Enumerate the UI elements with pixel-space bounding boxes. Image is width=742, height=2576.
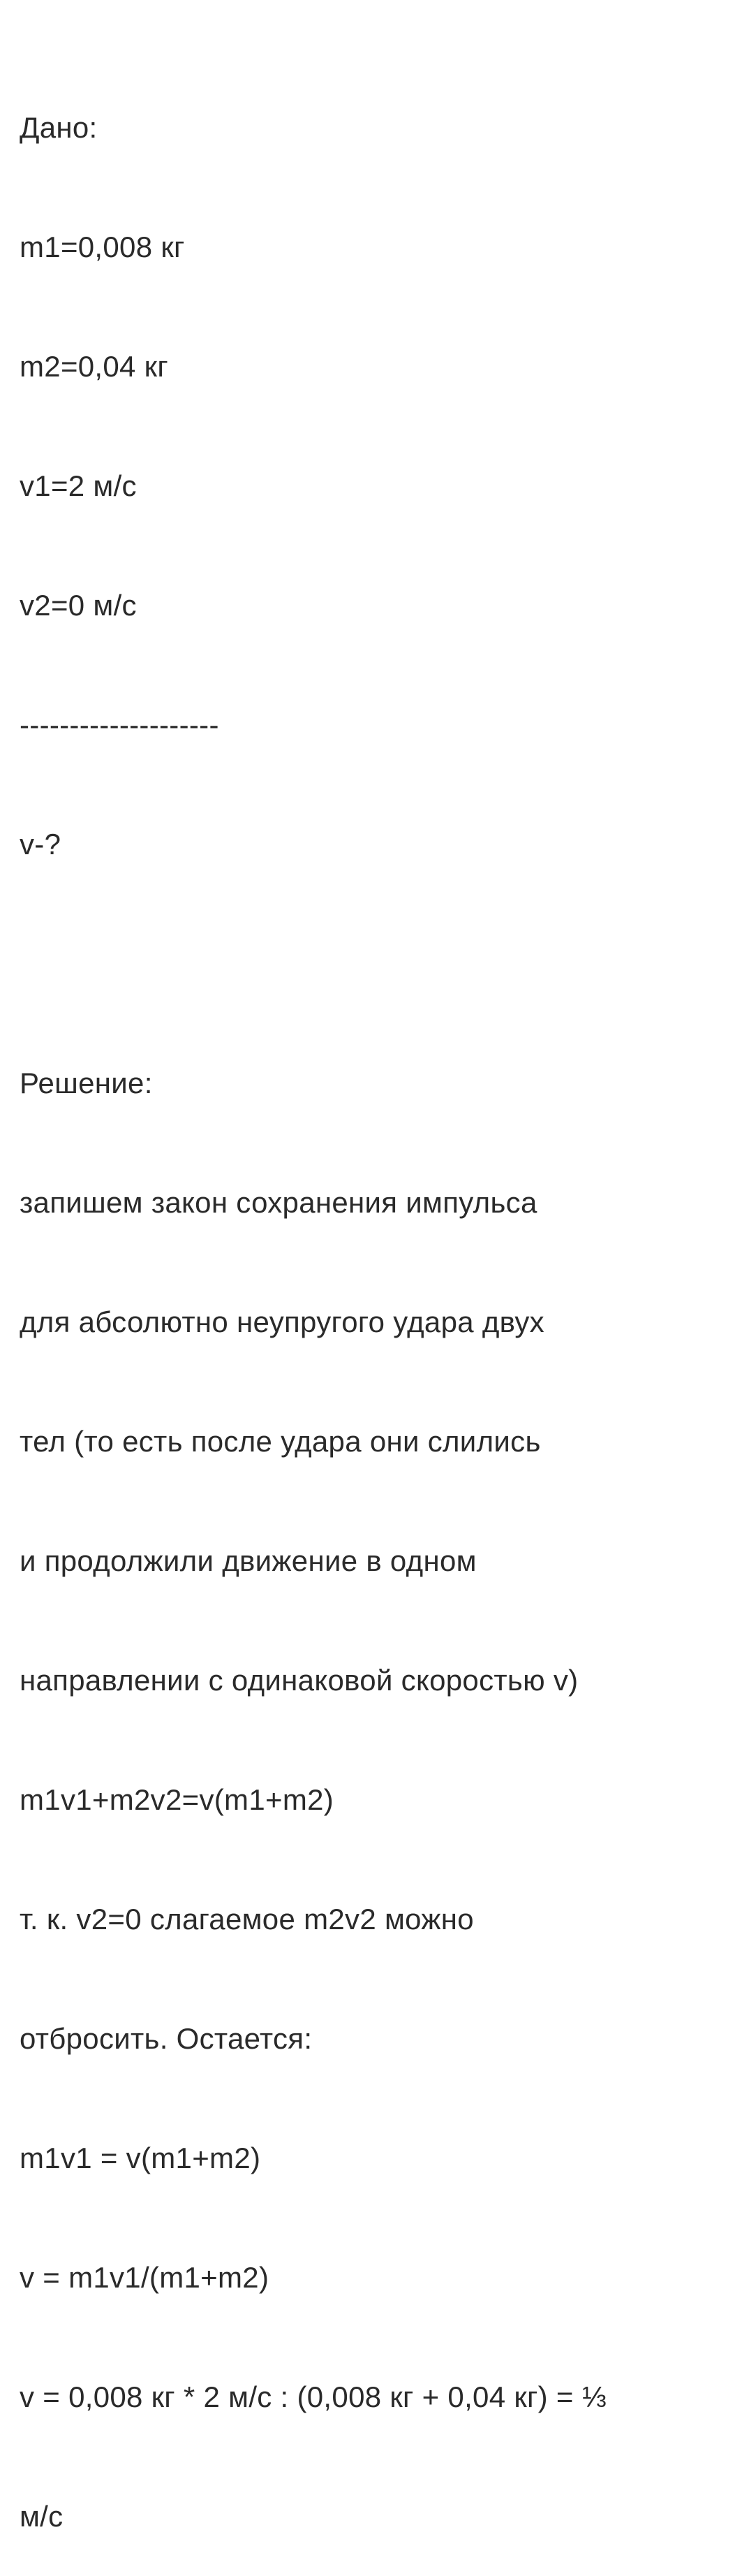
given-item-m1: m1=0,008 кг — [20, 230, 185, 263]
blank-line — [20, 944, 725, 983]
solution-line: запишем закон сохранения импульса — [20, 1186, 537, 1219]
given-item-m2: m2=0,04 кг — [20, 350, 168, 383]
solution-line: направлении с одинаковой скоростью v) — [20, 1664, 579, 1697]
solution-line: и продолжили движение в одном — [20, 1544, 477, 1577]
formula-momentum-conservation: m1v1+m2v2=v(m1+m2) — [20, 1783, 334, 1816]
solution-line: т. к. v2=0 слагаемое m2v2 можно — [20, 1903, 474, 1935]
formula-simplified: m1v1 = v(m1+m2) — [20, 2142, 261, 2174]
solution-heading: Решение: — [20, 1067, 153, 1099]
solution-document — [20, 28, 725, 2576]
unknown-quantity: v-? — [20, 828, 61, 861]
answer-unit: м/с — [20, 2500, 64, 2533]
formula-velocity: v = m1v1/(m1+m2) — [20, 2261, 269, 2294]
formula-numeric: v = 0,008 кг * 2 м/с : (0,008 кг + 0,04 кг) = ⅓ — [20, 2380, 607, 2413]
solution-line: для абсолютно неупругого удара двух — [20, 1305, 544, 1338]
given-item-v2: v2=0 м/с — [20, 589, 137, 622]
given-item-v1: v1=2 м/с — [20, 469, 137, 502]
solution-line: отбросить. Остается: — [20, 2022, 313, 2055]
given-heading: Дано: — [20, 111, 98, 144]
given-separator: -------------------- — [20, 708, 219, 741]
solution-line: тел (то есть после удара они слились — [20, 1425, 541, 1458]
